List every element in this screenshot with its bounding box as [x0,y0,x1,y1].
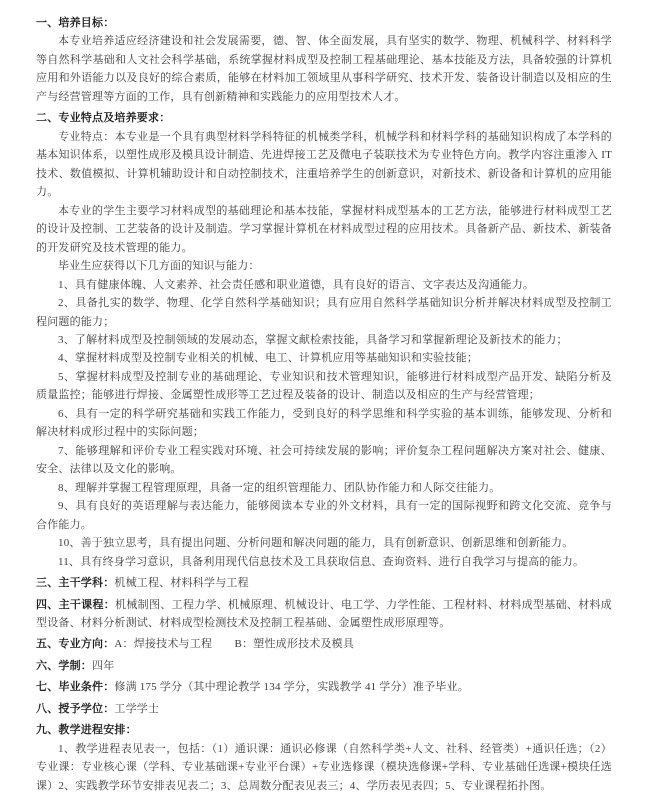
requirement-item: 10、善于独立思考，具有提出问题、分析问题和解决问题的能力，具有创新意识、创新思维和创新能力。 [58,537,574,550]
paragraph: 本专业培养适应经济建设和社会发展需要，德、智、体全面发展，具有坚实的数学、物理、机械科学、材料科学等自然科学基础和人文社会科学基础，系统掌握材料成型及控制工程基础理论、基本技能及方法，具备较强的计算机应用和外语能力以及良好的综合素质，能够在材料加工领域里从事科学研究、技术开发、装备设计制造以及相应的生产与经营管理等方面的工作，具有创新精神和实践能力的应用型技术人才。 [36,35,612,103]
section-graduation-requirements [36,678,612,696]
section-heading: 九、教学进程安排： [36,724,137,737]
section-teaching-schedule [36,721,612,795]
requirement-item: 6、具有一定的科学研究基础和实践工作能力，受到良好的科学思维和科学实验的基本训练，能够发现、分析和解决材料成形过程中的实际问题； [36,407,612,439]
section-heading: 五、专业方向： [36,638,115,651]
requirement-item: 5、掌握材料成型及控制专业的基础理论、专业知识和技术管理知识，能够进行材料成型产品开发、缺陷分析及质量监控；能够进行焊接、金属塑性成形等工艺过程及装备的设计、制造以及相应的生产与经营管理； [36,370,612,402]
section-program-length [36,657,612,675]
requirement-item: 11、具有终身学习意识，具备利用现代信息技术及工具获取信息、查询资料、进行自我学习与提高的能力。 [58,555,585,568]
section-heading: 三、主干学科： [36,577,115,590]
section-value: 机械工程、材料科学与工程 [114,577,249,590]
paragraph: 本专业的学生主要学习材料成型的基础理论和基本技能，掌握材料成型基本的工艺方法，能够进行材料成型工艺的设计及控制、工艺装备的设计及制造。学习掌握计算机在材料成型过程的应用技术。具备新产品、新技术、新装备的开发研究及技术管理的能力。 [36,204,612,254]
section-value: 工学学士 [114,702,160,715]
section-heading: 二、专业特点及培养要求： [36,112,171,125]
section-heading: 六、学制： [36,659,92,672]
section-main-disciplines [36,574,612,592]
section-heading: 八、授予学位： [36,702,115,715]
requirement-item: 1、具有健康体魄、人文素养、社会责任感和职业道德，具有良好的语言、文字表达及沟通能力。 [58,278,535,291]
requirement-item: 8、理解并掌握工程管理原理，具备一定的组织管理能力、团队协作能力和人际交往能力。 [58,481,501,494]
requirement-item: 4、掌握材料成型及控制专业相关的机械、电工、计算机应用等基础知识和实验技能； [58,352,479,365]
requirement-item: 2、具备扎实的数学、物理、化学自然科学基础知识；具有应用自然科学基础知识分析并解决材料成型及控制工程问题的能力； [36,297,612,328]
section-training-objectives [36,14,612,106]
section-features-and-requirements [36,109,612,571]
section-heading: 七、毕业条件： [36,681,115,694]
requirement-item: 3、了解材料成型及控制领域的发展动态，掌握文献检索技能，具备学习和掌握新理论及新技术的能力； [58,333,568,346]
requirement-item: 7、能够理解和评价专业工程实践对环境、社会可持续发展的影响；评价复杂工程问题解决方案对社会、健康、安全、法律以及文化的影响。 [36,444,612,476]
paragraph: 专业特点：本专业是一个具有典型材料学科特征的机械类学科，机械学科和材料学科的基础知识构成了本学科的基本知识体系，以塑性成形及模具设计制造、先进焊接工艺及微电子装联技术为专业特色方向。教学内容注重渗入 IT 技术、数值模拟、计算机辅助设计和自动控制技术，注重培养学生的创新意识，对新技术、新设备和计算机的应用能力。 [36,130,612,199]
section-degree-awarded [36,700,612,718]
paragraph: 毕业生应获得以下几方面的知识与能力： [58,260,260,273]
paragraph: 1、教学进程表见表一，包括：（1）通识课：通识必修课（自然科学类+人文、社科、经管类）+通识任选；（2）专业课：专业核心课（学科、专业基础课+专业平台课）+专业选修课（模块选修课+学科、专业基础任选课+模块任选课）2、实践教学环节安排表见表二；3、总周数分配表见表三；4、学历表见表四；5、专业课程拓扑图。 [36,742,612,792]
section-heading: 四、主干课程： [36,598,116,611]
requirement-item: 9、具有良好的英语理解与表达能力，能够阅读本专业的外文材料，具有一定的国际视野和跨文化交流、竞争与合作能力。 [36,500,612,531]
section-value: 机械制图、工程力学、机械原理、机械设计、电工学、力学性能、工程材料、材料成型基础、材料成型设备、材料分析测试、材料成型检测技术及控制工程基础、金属塑性成形原理等。 [36,598,612,629]
section-value: 四年 [92,659,115,672]
section-specializations [36,635,612,653]
section-value: 修满 175 学分（其中理论教学 134 学分，实践教学 41 学分）准予毕业。 [114,681,469,694]
section-main-courses [36,596,612,633]
section-value: A：焊接技术与工程 B：塑性成形技术及模具 [114,638,355,651]
section-heading: 一、培养目标： [36,17,115,29]
